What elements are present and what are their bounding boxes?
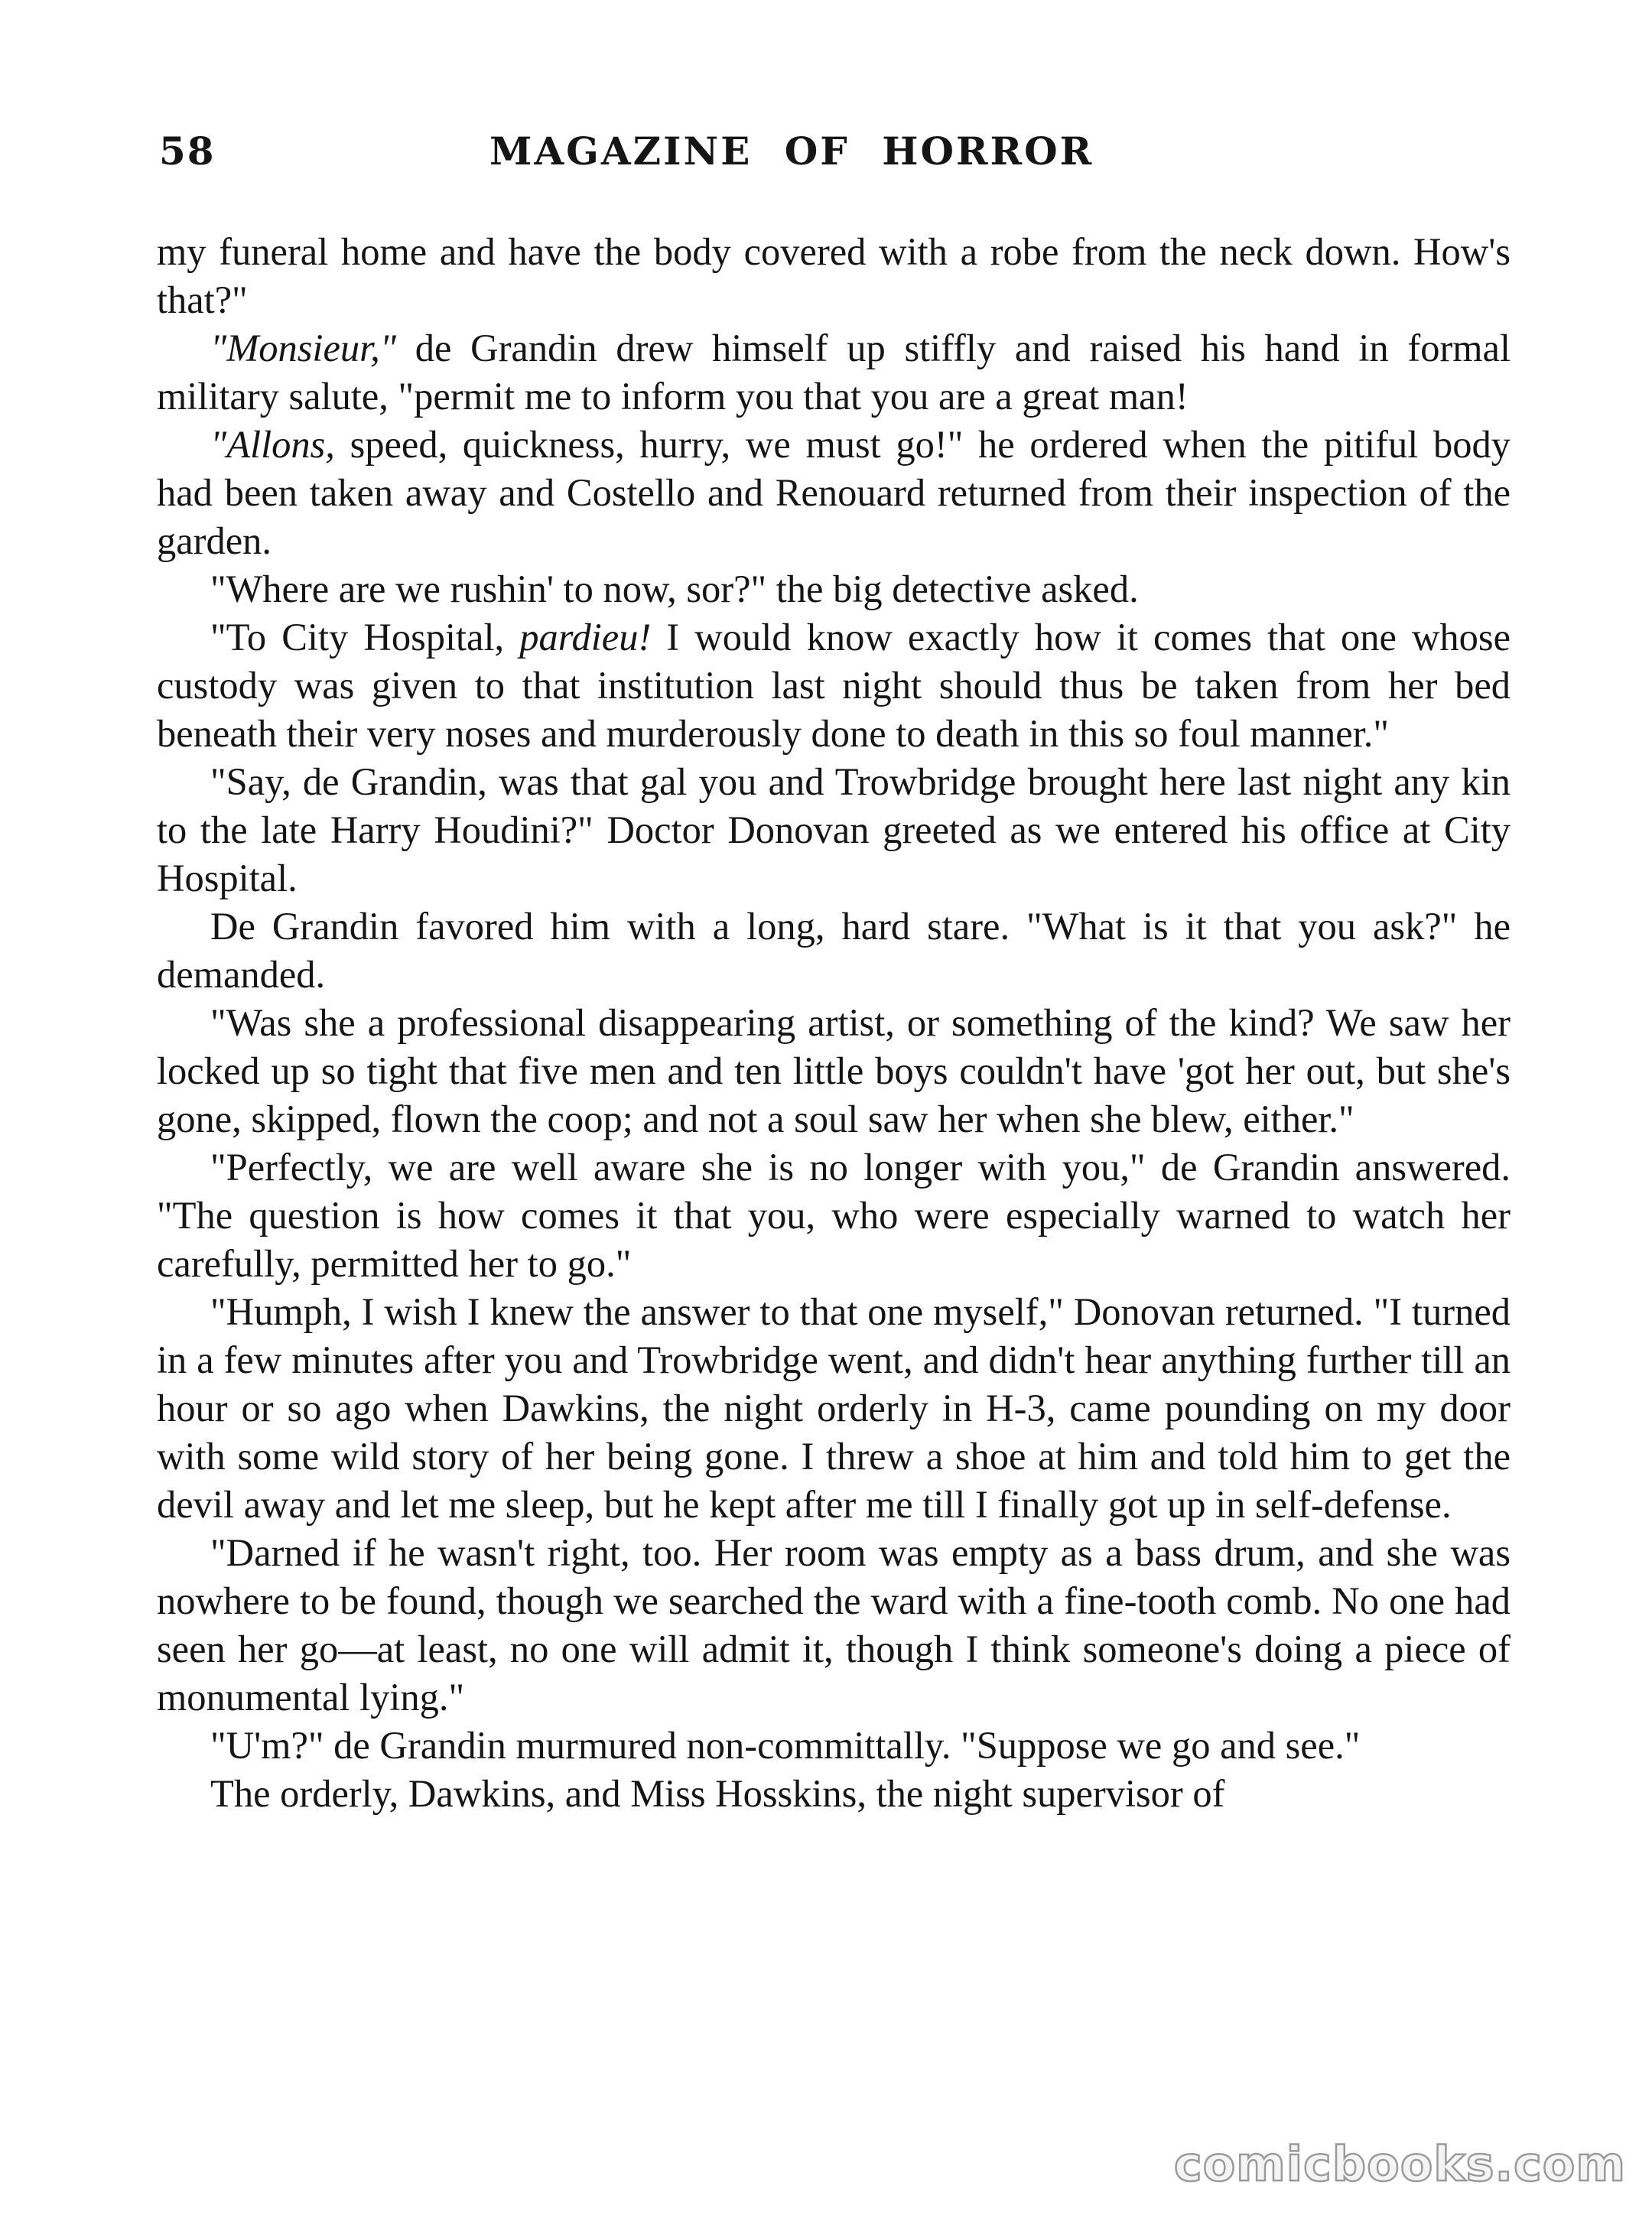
- italic-text: pardieu!: [519, 616, 652, 659]
- text-run: "Perfectly, we are well aware she is no longer with you," de Grandin answered. "The question is how comes it that you, who were especially warned to watch her carefully, permitted her to go.": [157, 1146, 1511, 1285]
- text-run: speed, quickness, hurry, we must go!" he ordered when the pitiful body had been taken away and Costello and Renouard returned from their inspection of the garden.: [157, 423, 1511, 562]
- text-run: "U'm?" de Grandin murmured non-committally. "Suppose we go and see.": [210, 1724, 1361, 1767]
- italic-text: "Monsieur,": [210, 327, 397, 369]
- paragraph: [157, 324, 1511, 421]
- watermark: comicbooks.com: [1173, 2136, 1626, 2192]
- paragraph: [157, 758, 1511, 902]
- text-run: The orderly, Dawkins, and Miss Hosskins, the night supervisor of: [210, 1772, 1225, 1815]
- text-run: "Where are we rushin' to now, sor?" the big detective asked.: [210, 568, 1139, 610]
- paragraph: [157, 565, 1511, 613]
- text-run: "To City Hospital,: [210, 616, 520, 659]
- text-run: "Humph, I wish I knew the answer to that one myself," Donovan returned. "I turned in a few minutes after you and Trowbridge went, and didn't hear anything further till an hour or so ago when Dawkins, the night orderly in H-3, came pounding on my door with some wild story of her being gone. I threw a shoe at him and told him to get the devil away and let me sleep, but he kept after me till I finally got up in self-defense.: [157, 1290, 1511, 1526]
- page-number: 58: [159, 128, 216, 174]
- text-run: my funeral home and have the body covered with a robe from the neck down. How's that?": [157, 230, 1511, 321]
- running-title: MAGAZINE OF HORROR: [489, 128, 1094, 174]
- text-run: "Was she a professional disappearing artist, or something of the kind? We saw her locked up so tight that five men and ten little boys couldn't have 'got her out, but she's gone, skipped, flown the coop; and not a soul saw her when she blew, either.": [157, 1001, 1511, 1140]
- paragraph: [157, 1288, 1511, 1529]
- page-header: [159, 128, 1513, 182]
- paragraph: [157, 421, 1511, 565]
- paragraph: [157, 999, 1511, 1143]
- text-run: De Grandin favored him with a long, hard stare. "What is it that you ask?" he demanded.: [157, 905, 1511, 996]
- paragraph: [157, 1722, 1511, 1770]
- text-run: I would know exactly how it comes that one whose custody was given to that institution last night should thus be taken from her bed beneath their very noses and murderously done to death in this so foul manner.": [157, 616, 1511, 755]
- paragraph: [157, 228, 1511, 324]
- paragraph: [157, 902, 1511, 999]
- paragraph: [157, 1770, 1511, 1818]
- paragraph: [157, 1529, 1511, 1722]
- text-run: "Say, de Grandin, was that gal you and Trowbridge brought here last night any kin to the late Harry Houdini?" Doctor Donovan greeted as we entered his office at City Hospital.: [157, 760, 1511, 899]
- text-run: de Grandin drew himself up stiffly and raised his hand in formal military salute, "permit me to inform you that you are a great man!: [157, 327, 1511, 418]
- story-text: [157, 228, 1511, 1818]
- italic-text: "Allons,: [210, 423, 335, 466]
- paragraph: [157, 613, 1511, 758]
- text-run: "Darned if he wasn't right, too. Her room was empty as a bass drum, and she was nowhere to be found, though we searched the ward with a fine-tooth comb. No one had seen her go—at least, no one will admit it, though I think someone's doing a piece of monumental lying.": [157, 1531, 1511, 1719]
- paragraph: [157, 1143, 1511, 1288]
